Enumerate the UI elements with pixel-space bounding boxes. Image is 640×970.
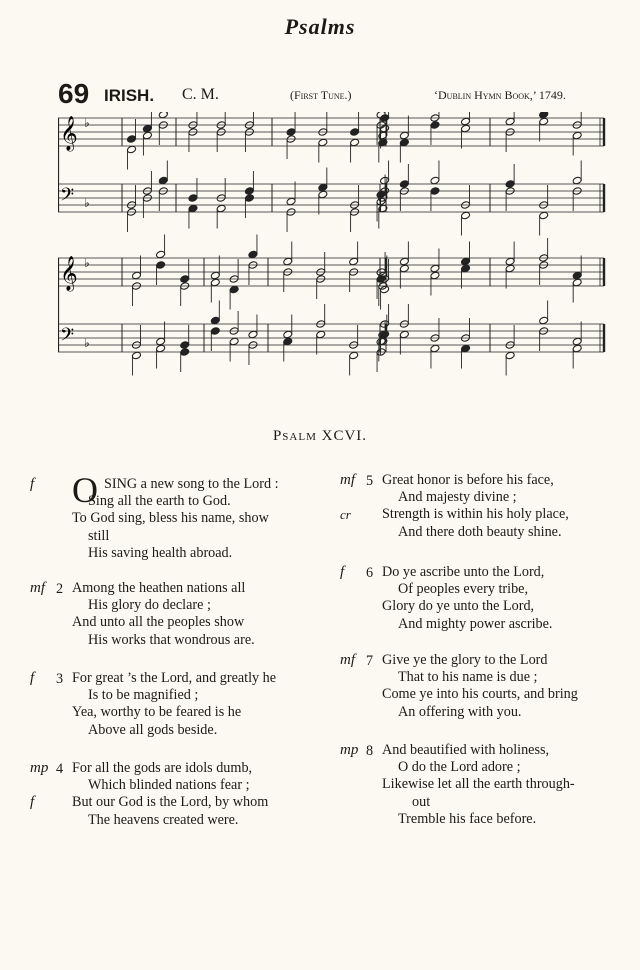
notehead — [180, 348, 190, 357]
notehead — [539, 211, 549, 220]
stanza-number: 4 — [56, 761, 64, 777]
flat-icon: ♭ — [84, 116, 90, 130]
notehead — [349, 351, 359, 360]
notehead — [430, 187, 440, 196]
dynamic-mark: f — [30, 794, 35, 811]
notehead — [142, 131, 152, 140]
notehead — [572, 337, 582, 346]
notehead — [399, 264, 409, 273]
verse-line: Which blinded nations fear ; — [88, 777, 250, 794]
tune-source — [434, 88, 566, 103]
notehead — [180, 275, 190, 284]
verse-line: Do ye ascribe unto the Lord, — [382, 564, 545, 580]
notehead — [430, 271, 440, 280]
notehead — [210, 327, 220, 336]
notehead — [229, 337, 239, 346]
dynamic-mark: cr — [340, 507, 351, 523]
dynamic-mark: mp — [340, 742, 359, 758]
verse-line: Come ye into his courts, and bring — [382, 686, 578, 703]
notehead — [572, 271, 582, 280]
notehead — [461, 124, 471, 133]
stanza-number: 3 — [56, 671, 64, 687]
notehead — [318, 190, 328, 199]
notehead — [430, 264, 440, 273]
notehead — [318, 138, 328, 147]
notehead — [461, 117, 471, 126]
notehead — [283, 337, 293, 346]
verse-line: O do the Lord adore ; — [398, 759, 521, 776]
verse-line: Above all gods beside. — [88, 721, 218, 738]
notehead — [158, 176, 168, 185]
notehead — [210, 278, 220, 287]
verse-line: Sing all the earth to God. — [88, 493, 231, 510]
notehead — [248, 330, 258, 339]
notehead — [505, 257, 515, 266]
verse-line: Glory do ye unto the Lord, — [382, 598, 535, 615]
notehead — [572, 344, 582, 353]
notehead — [248, 250, 258, 259]
verse-line: Is to be magnified ; — [88, 687, 199, 704]
system-2 — [58, 235, 604, 376]
notehead — [399, 257, 409, 266]
tune-source-title: Dublin Hymn Book — [438, 88, 530, 102]
flat-icon: ♭ — [84, 256, 90, 270]
notehead — [539, 316, 549, 325]
bass-clef-icon: 𝄢 — [60, 185, 75, 210]
notehead — [127, 145, 137, 154]
verse-line: His glory do declare ; — [88, 597, 211, 614]
stanza-number: 2 — [56, 581, 64, 597]
notehead — [286, 197, 296, 206]
tune-number: 69 — [58, 78, 90, 109]
notehead — [572, 176, 582, 185]
notehead — [156, 261, 166, 270]
verse-line: Yea, worthy to be feared is he — [72, 704, 242, 721]
notehead — [244, 187, 254, 196]
dynamic-mark: mf — [340, 472, 355, 488]
verse-line: Likewise let all the earth through- — [382, 776, 575, 793]
notehead — [156, 344, 166, 353]
notehead — [399, 131, 409, 140]
notehead — [430, 176, 440, 185]
notehead — [461, 257, 471, 266]
tune-which: (First Tune.) — [290, 88, 352, 102]
treble-staff — [58, 118, 604, 146]
notehead — [216, 204, 226, 213]
verse-line: His saving health abroad. — [88, 544, 233, 561]
notehead — [380, 176, 390, 185]
notehead — [430, 121, 440, 130]
verse-line: Among the heathen nations all — [72, 580, 246, 596]
notehead — [127, 135, 137, 144]
notehead — [188, 194, 198, 203]
notehead — [430, 344, 440, 353]
stanza-number: 6 — [366, 565, 374, 581]
stanza-number: 8 — [366, 743, 374, 759]
notehead — [350, 138, 360, 147]
notehead — [131, 351, 141, 360]
treble-clef-icon: 𝄞 — [60, 256, 78, 291]
verse-line: still — [88, 527, 110, 544]
notehead — [380, 114, 390, 123]
verse-line: That to his name is due ; — [398, 669, 538, 686]
treble-staff — [58, 258, 604, 286]
verse-line: But our God is the Lord, by whom — [72, 794, 269, 811]
notehead — [156, 337, 166, 346]
bass-staff — [58, 324, 604, 352]
notehead — [188, 204, 198, 213]
stanza-number: 5 — [366, 473, 374, 489]
tune-source-post: ,’ 1749. — [529, 88, 566, 102]
verse-line: Give ye the glory to the Lord — [382, 652, 548, 668]
notehead — [399, 330, 409, 339]
bass-clef-icon: 𝄢 — [60, 325, 75, 350]
notehead — [244, 194, 254, 203]
notehead — [572, 131, 582, 140]
verse-line: Of peoples every tribe, — [398, 581, 529, 598]
dynamic-mark: f — [30, 476, 35, 492]
notehead — [210, 271, 220, 280]
notehead — [283, 257, 293, 266]
notehead — [399, 138, 409, 147]
page-header-title: Psalms — [284, 14, 356, 39]
notehead — [283, 330, 293, 339]
notehead — [286, 128, 296, 137]
verse-line: And unto all the peoples show — [72, 614, 245, 631]
notehead — [399, 180, 409, 189]
verse-line: For great ’s the Lord, and greatly he — [72, 670, 277, 686]
notehead — [229, 285, 239, 294]
drop-cap: O — [72, 470, 98, 510]
notehead — [142, 124, 152, 133]
flat-icon: ♭ — [84, 196, 90, 210]
notehead — [350, 128, 360, 137]
tune-meter: C. M. — [182, 86, 219, 103]
verse-line: Great honor is before his face, — [382, 472, 554, 488]
notehead — [156, 250, 166, 259]
music-score — [58, 112, 610, 376]
dynamic-mark: mp — [30, 760, 49, 776]
verse-line: And majesty divine ; — [398, 489, 517, 506]
notehead — [505, 264, 515, 273]
notehead — [572, 278, 582, 287]
verse-line: Strength is within his holy place, — [382, 506, 569, 523]
notehead — [318, 183, 328, 192]
verse-line: out — [412, 793, 431, 810]
verse-line: And beautified with holiness, — [382, 742, 550, 758]
verse-line: SING a new song to the Lord : — [104, 476, 279, 492]
dynamic-mark: mf — [30, 580, 45, 596]
notehead — [461, 344, 471, 353]
notehead — [131, 271, 141, 280]
system-1 — [58, 112, 604, 236]
notehead — [461, 211, 471, 220]
verse-line: For all the gods are idols dumb, — [72, 760, 253, 776]
notehead — [316, 330, 326, 339]
dynamic-mark: mf — [340, 652, 355, 668]
notehead — [180, 341, 190, 350]
notehead — [461, 264, 471, 273]
tune-name: IRISH. — [104, 86, 155, 105]
verse-line: His works that wondrous are. — [88, 631, 255, 648]
verse-line: And mighty power ascribe. — [398, 615, 553, 632]
tune-source-pre: ‘ — [434, 88, 438, 102]
tune-heading — [58, 78, 598, 110]
dynamic-mark: f — [30, 670, 35, 686]
verse-line: And there doth beauty shine. — [398, 523, 562, 540]
notehead — [539, 117, 549, 126]
notehead — [505, 180, 515, 189]
notehead — [210, 316, 220, 325]
psalm-heading: Psalm XCVI. — [272, 428, 368, 444]
flat-icon: ♭ — [84, 336, 90, 350]
notehead — [505, 117, 515, 126]
verse-line: To God sing, bless his name, show — [72, 510, 269, 527]
treble-clef-icon: 𝄞 — [60, 116, 78, 151]
verse-line: Tremble his face before. — [398, 810, 537, 827]
notehead — [349, 257, 359, 266]
notehead — [505, 351, 515, 360]
verse-line: An offering with you. — [398, 703, 522, 720]
bass-staff — [58, 184, 604, 212]
dynamic-mark: f — [340, 564, 345, 580]
stanza-number: 7 — [366, 653, 374, 669]
verse-line: The heavens created were. — [88, 811, 239, 828]
